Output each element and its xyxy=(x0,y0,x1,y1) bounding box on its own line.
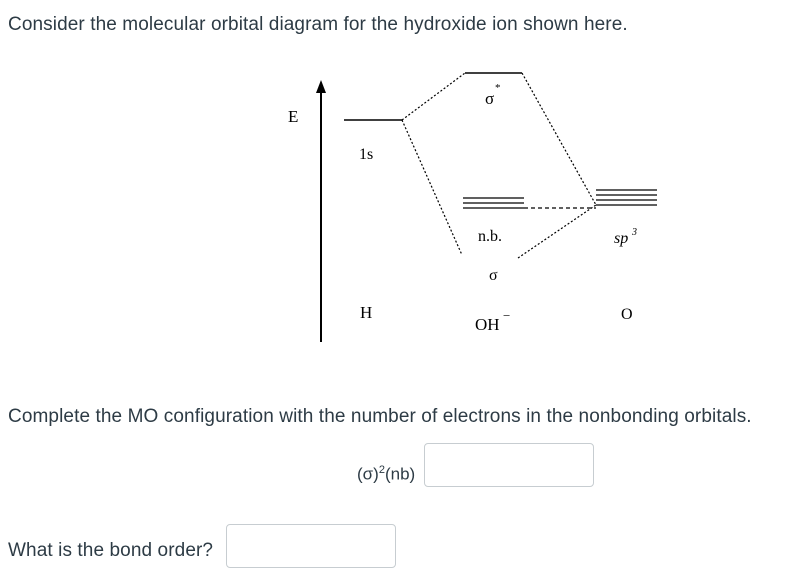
corr-o-to-sigma-star xyxy=(522,73,596,205)
ion-label: OH xyxy=(475,315,500,334)
question-intro: Consider the molecular orbital diagram for the hydroxide ion shown here. xyxy=(8,14,628,35)
sigma-label: σ xyxy=(489,267,498,284)
energy-axis-label: E xyxy=(288,107,299,126)
bond-order-input[interactable] xyxy=(226,524,396,568)
h-atom-label: H xyxy=(360,303,373,322)
sp3-superscript: 3 xyxy=(632,227,637,238)
h-1s-label: 1s xyxy=(359,146,374,163)
corr-o-to-sigma xyxy=(518,205,596,258)
nonbonding-electrons-input[interactable] xyxy=(424,443,594,487)
sp3-label: sp xyxy=(614,230,629,247)
question-prompt: Complete the MO configuration with the number of electrons in the nonbonding orbitals. xyxy=(8,406,752,427)
energy-axis-arrowhead xyxy=(316,80,326,93)
sigma-star-mark: * xyxy=(495,82,501,94)
config-power: 2 xyxy=(378,464,385,476)
o-atom-label: O xyxy=(621,306,633,323)
config-prefix: (σ) xyxy=(357,464,379,484)
sigma-star-label: σ xyxy=(485,89,495,108)
bond-order-label: What is the bond order? xyxy=(8,540,214,561)
corr-h-to-sigma-star xyxy=(402,73,465,120)
nonbonding-label: n.b. xyxy=(478,228,502,245)
mo-configuration-label xyxy=(357,464,415,485)
config-suffix: (nb) xyxy=(384,464,416,484)
corr-h-to-sigma xyxy=(402,120,462,255)
ion-charge: − xyxy=(503,308,511,323)
